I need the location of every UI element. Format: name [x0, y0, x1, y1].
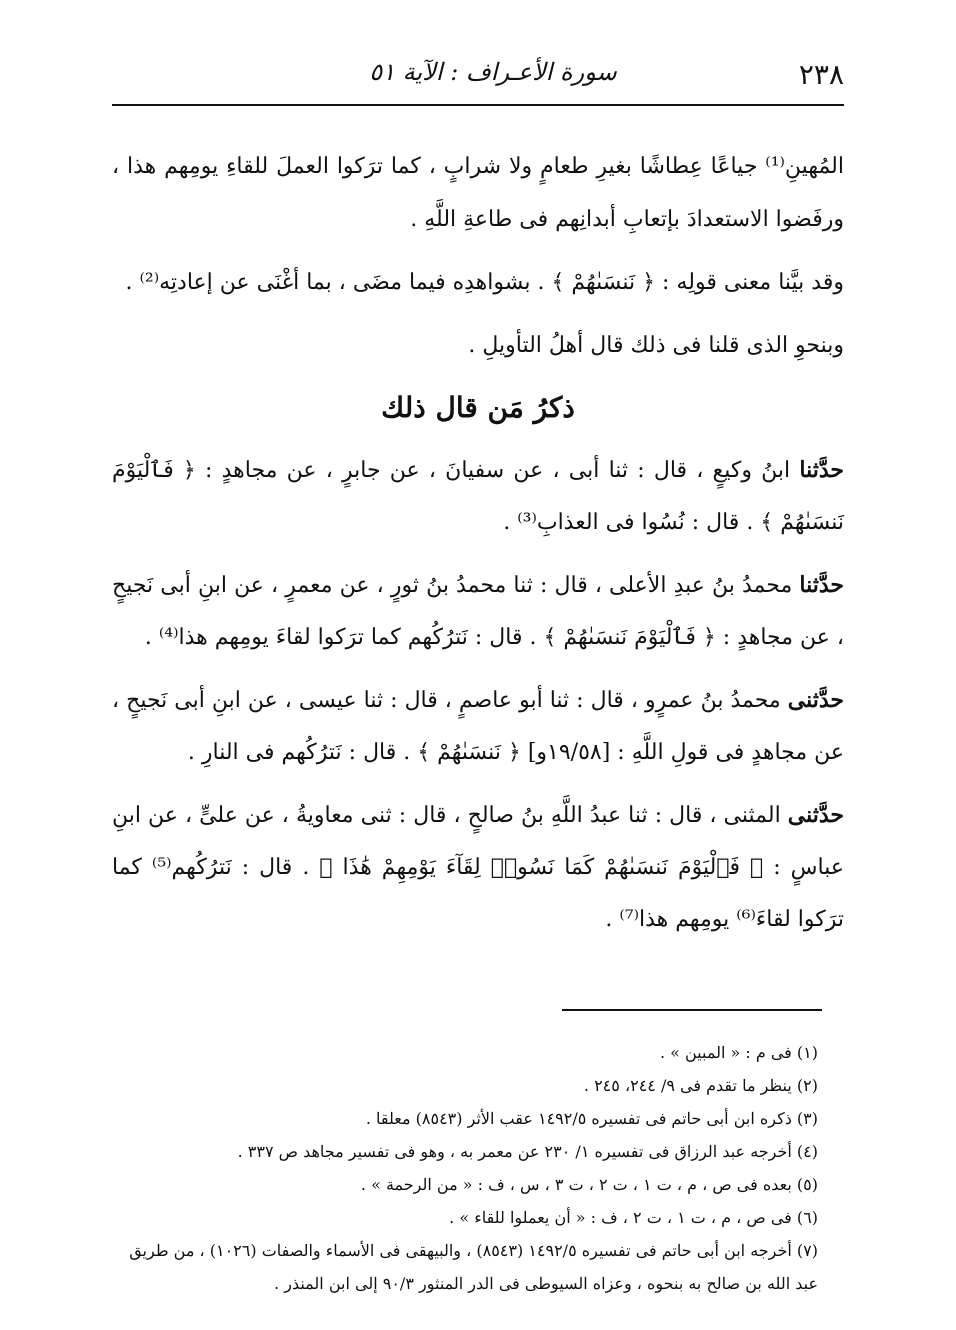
hadith-4-lead: حدَّثنى — [787, 802, 844, 828]
footnote-6: (٦) فى ص ، م ، ت ١ ، ت ٢ ، ف : « أن يعملوا للقاء » . — [449, 1208, 818, 1227]
hadith-2-text: محمدُ بنُ عبدِ الأعلى ، قال : ثنا محمدُ بنُ ثورٍ ، عن معمرٍ ، عن ابنِ أبى نَجيحٍ ، عن مجاهدٍ : ﴿ فَٱلْيَوْمَ نَنسَىٰهُمْ ﴾ . قال : نَترُكُهم كما ترَكوا لقاءَ يومِهم هذا⁽⁴⁾ . — [112, 573, 844, 650]
hadith-4 — [112, 789, 844, 946]
header-rule — [112, 104, 844, 106]
hadith-2-lead: حدَّثنا — [799, 572, 844, 598]
paragraph-1: المُهينِ⁽¹⁾ جياعًا عِطاشًا بغيرِ طعامٍ ولا شرابٍ ، كما ترَكوا العملَ للقاءِ يومِهم هذا ، ورفَضوا الاستعدادَ بإتعابِ أبدانِهم فى طاعةِ اللَّهِ . — [112, 154, 844, 232]
hadith-1-lead: حدَّثنا — [799, 457, 844, 483]
footnote-1: (١) فى م : « المبين » . — [659, 1043, 818, 1062]
page-header — [112, 58, 844, 94]
hadith-1-text: ابنُ وكيعٍ ، قال : ثنا أبى ، عن سفيانَ ، عن جابرٍ ، عن مجاهدٍ : ﴿ فَٱلْيَوْمَ نَنسَىٰهُمْ ﴾ . قال : نُسُوا فى العذابِ⁽³⁾ . — [112, 458, 844, 535]
hadith-4-text: المثنى ، قال : ثنا عبدُ اللَّهِ بنُ صالحٍ ، قال : ثنى معاويةُ ، عن علىٍّ ، عن ابنِ عباسٍ : ﴿ فَٱلْيَوْمَ نَنسَىٰهُمْ كَمَا نَسُوا۟ لِقَآءَ يَوْمِهِمْ هَٰذَا ﴾ . قال : نَترُكُهم⁽⁵⁾ كما ترَكوا لقاءَ⁽⁶⁾ يومِهم هذا⁽⁷⁾ . — [112, 803, 844, 932]
footnote-rule — [562, 1009, 822, 1011]
hadith-3 — [112, 674, 844, 779]
main-text — [112, 140, 844, 956]
footnote-4: (٤) أخرجه عبد الرزاق فى تفسيره ١/ ٢٣٠ عن معمر به ، وهو فى تفسير مجاهد ص ٣٣٧ . — [237, 1142, 818, 1161]
section-heading: ذكرُ مَن قال ذلك — [381, 391, 575, 424]
hadith-3-text: محمدُ بنُ عمرٍو ، قال : ثنا أبو عاصمٍ ، قال : ثنا عيسى ، عن ابنِ أبى نَجيحٍ ، عن مجاهدٍ فى قولِ اللَّهِ : [١٩/٥٨و] ﴿ نَنسَىٰهُمْ ﴾ . قال : نَترُكُهم فى النارِ . — [112, 688, 844, 765]
footnote-5: (٥) بعده فى ص ، م ، ت ١ ، ت ٢ ، ت ٣ ، س ، ف : « من الرحمة » . — [360, 1175, 818, 1194]
footnote-2: (٢) ينظر ما تقدم فى ٩/ ٢٤٤، ٢٤٥ . — [583, 1076, 818, 1095]
hadith-3-lead: حدَّثنى — [787, 687, 844, 713]
hadith-1 — [112, 444, 844, 549]
footnote-3: (٣) ذكره ابن أبى حاتم فى تفسيره ١٤٩٢/٥ عقب الأثر (٨٥٤٣) معلقا . — [365, 1109, 818, 1128]
footnote-7: (٧) أخرجه ابن أبى حاتم فى تفسيره ١٤٩٢/٥ (٨٥٤٣) ، والبيهقى فى الأسماء والصفات (١٠٢٦) ، من طريق عبد الله بن صالح به بنحوه ، وعزاه السيوطى فى الدر المنثور ٩٠/٣ إلى ابن المنذر . — [129, 1241, 818, 1293]
hadith-2 — [112, 559, 844, 664]
paragraph-2: وقد بيَّنا معنى قولِه : ﴿ نَنسَىٰهُمْ ﴾ . بشواهدِه فيما مضَى ، بما أغْنَى عن إعادتِه⁽²⁾ . — [125, 270, 844, 295]
footnotes — [112, 1036, 818, 1300]
running-title: سورة الأعـراف : الآية ٥١ — [369, 58, 617, 86]
paragraph-3: وبنحوِ الذى قلنا فى ذلك قال أهلُ التأويلِ . — [468, 333, 844, 358]
page-number: ٢٣٨ — [798, 58, 844, 91]
